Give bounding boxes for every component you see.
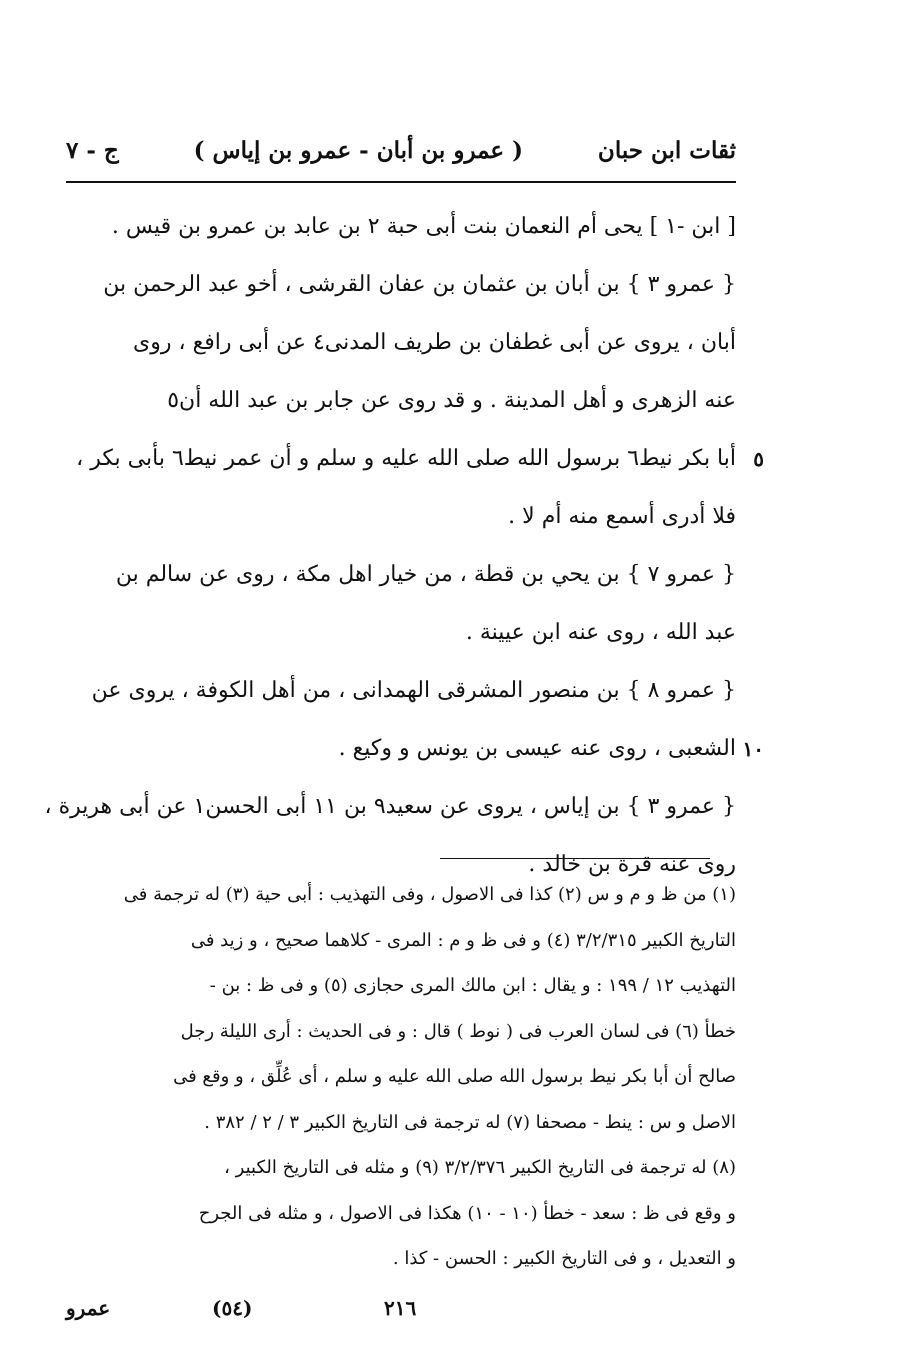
text-line [66, 720, 764, 778]
header-section: ( عمرو بن أبان - عمرو بن إياس ) [193, 136, 524, 164]
text-line [66, 546, 736, 604]
line-text: الشعبى ، روى عنه عيسى بن يونس و وكيع . [338, 736, 736, 761]
line-text: فلا أدرى أسمع منه أم لا . [508, 504, 736, 529]
page-footer [66, 1296, 736, 1330]
line-text: [ ابن -١ ] يحى أم النعمان بنت أبى حبة ٢ بن عابد بن عمرو بن قيس . [111, 214, 736, 239]
signature-mark: (٥٤) [212, 1296, 253, 1320]
footnote-line: (٨) له ترجمة فى التاريخ الكبير ٣/٢/٣٧٦ (٩) و مثله فى التاريخ الكبير ، [224, 1157, 736, 1178]
line-text: { عمرو ٣ } بن إياس ، يروى عن سعيد٩ بن ١١ أبى الحسن١ عن أبى هريرة ، [44, 794, 736, 819]
line-number: ٥ [753, 447, 764, 471]
page-number: ٢١٦ [384, 1296, 417, 1320]
line-text: أبا بكر نيط٦ برسول الله صلى الله عليه و سلم و أن عمر نيط٦ بأبى بكر ، [76, 446, 736, 471]
line-text: { عمرو ٣ } بن أبان بن عثمان بن عفان القرشى ، أخو عبد الرحمن بن [103, 272, 736, 297]
text-line [66, 430, 764, 488]
header-rule [66, 181, 736, 183]
line-text: روى عنه قرة بن خالد . [528, 852, 736, 877]
text-line [66, 372, 736, 430]
text-line [66, 198, 736, 256]
line-number: ١٠ [742, 737, 764, 761]
text-line [66, 314, 736, 372]
line-text: { عمرو ٨ } بن منصور المشرقى الهمدانى ، من أهل الكوفة ، يروى عن [91, 678, 736, 703]
line-text: أبان ، يروى عن أبى غطفان بن طريف المدنى٤ عن أبى رافع ، روى [133, 330, 736, 355]
line-text: { عمرو ٧ } بن يحي بن قطة ، من خيار اهل مكة ، روى عن سالم بن [115, 562, 736, 587]
text-line [66, 256, 736, 314]
line-text: عبد الله ، روى عنه ابن عيينة . [465, 620, 736, 645]
line-text: عنه الزهرى و أهل المدينة . و قد روى عن جابر بن عبد الله أن٥ [167, 388, 736, 413]
text-line [66, 488, 736, 546]
book-title: ثقات ابن حبان [597, 136, 736, 164]
footnote-line: (١) من ظ و م و س (٢) كذا فى الاصول ، وفى التهذيب : أبى حية (٣) له ترجمة فى [123, 884, 736, 905]
footnote-line: و التعديل ، و فى التاريخ الكبير : الحسن - كذا . [392, 1248, 736, 1269]
text-line [66, 662, 736, 720]
footnote-line: التاريخ الكبير ٣/٢/٣١٥ (٤) و فى ظ و م : المرى - كلاهما صحيح ، و زيد فى [190, 929, 736, 951]
running-header [66, 128, 736, 172]
footnote-rule [440, 858, 710, 859]
main-text [44, 198, 764, 894]
footnote-line: و وقع فى ظ : سعد - خطأ (١٠ - ١٠) هكذا فى الاصول ، و مثله فى الجرح [198, 1202, 736, 1224]
text-line [66, 604, 736, 662]
footnotes [66, 872, 736, 1282]
footnote-line: الاصل و س : ينط - مصحفا (٧) له ترجمة فى التاريخ الكبير ٣ / ٢ / ٣٨٢ . [204, 1111, 736, 1133]
footnote-line: صالح أن أبا بكر نيط برسول الله صلى الله عليه و سلم ، أى عُلِّق ، و وقع فى [173, 1066, 736, 1087]
volume-number: ج - ٧ [66, 136, 119, 164]
text-line [44, 778, 736, 836]
footnote-line: خطأ (٦) فى لسان العرب فى ( نوط ) قال : و فى الحديث : أرى الليلة رجل [180, 1020, 736, 1042]
catchword: عمرو [66, 1296, 111, 1320]
footnote-line: التهذيب ١٢ / ١٩٩ : و يقال : ابن مالك المرى حجازى (٥) و فى ظ : بن - [209, 975, 736, 996]
